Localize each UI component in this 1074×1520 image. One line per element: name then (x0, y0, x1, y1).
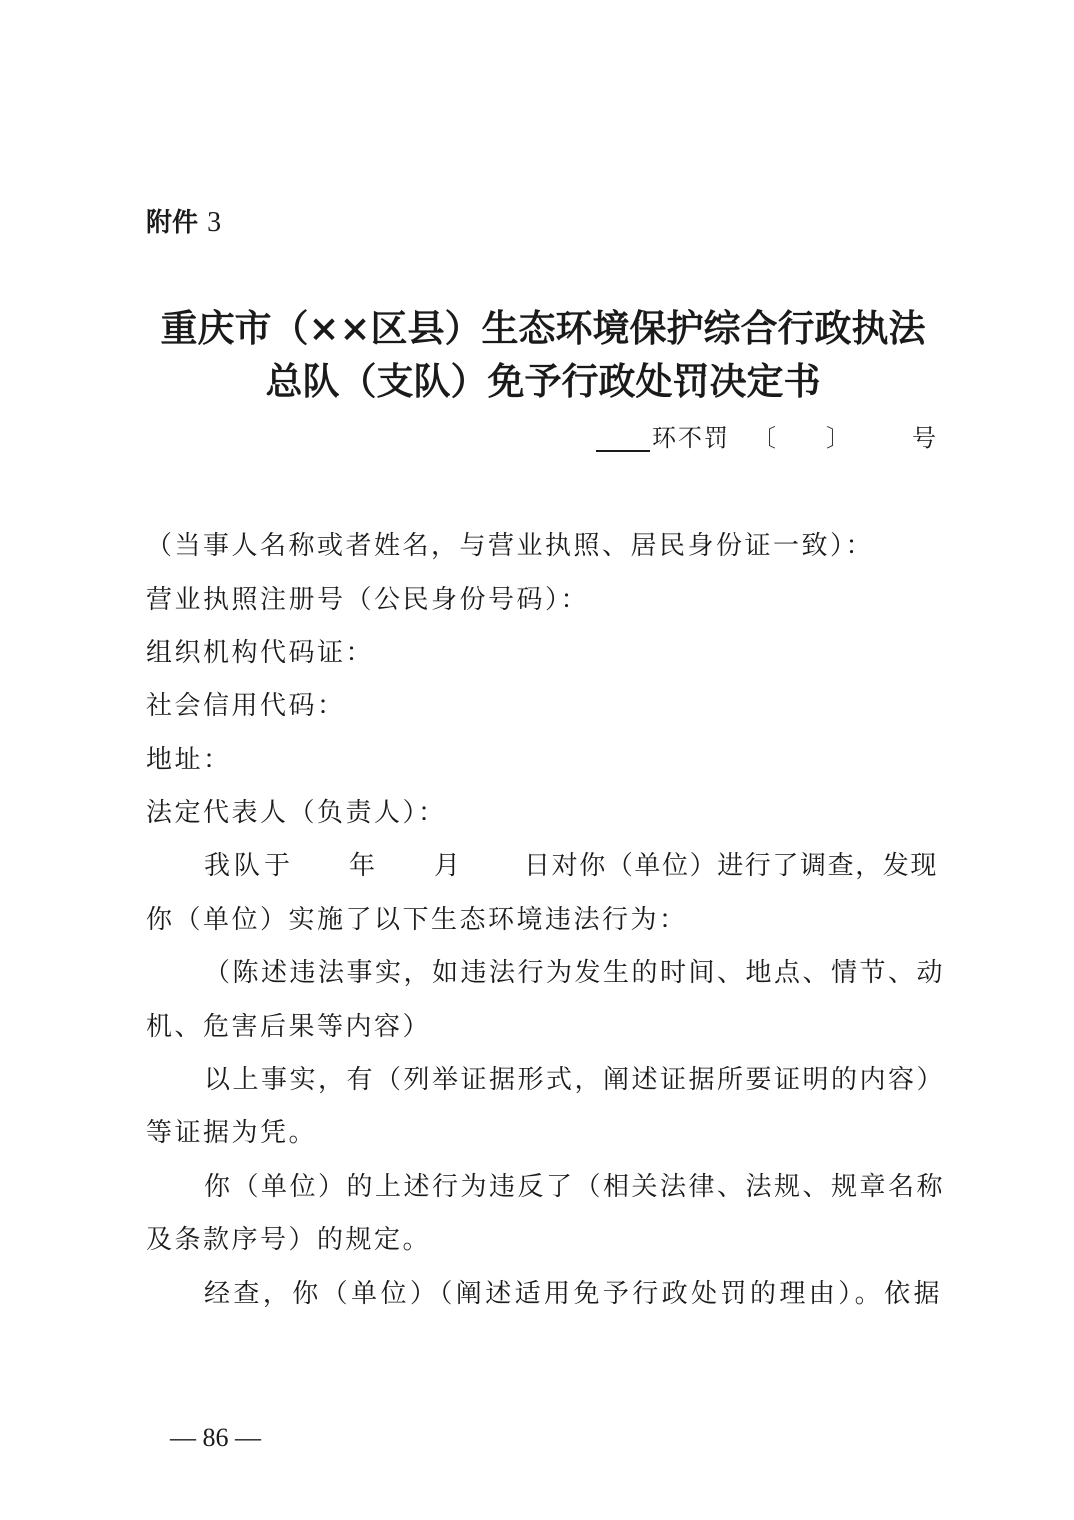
paragraph-2-line-1: （陈述违法事实，如违法行为发生的时间、地点、情节、动 (204, 958, 946, 988)
investigation-month: 月 (434, 851, 461, 881)
page-number: — 86 — (170, 1423, 261, 1452)
paragraph-3-line-2: 等证据为凭。 (146, 1118, 318, 1148)
org-code-field: 组织机构代码证： (146, 638, 375, 668)
document-title-line-1: 重庆市（××区县）生态环境保护综合行政执法 (160, 306, 926, 350)
paragraph-3-line-1: 以上事实，有（列举证据形式，阐述证据所要证明的内容） (204, 1065, 946, 1095)
party-name-field: （当事人名称或者姓名，与营业执照、居民身份证一致）： (146, 531, 875, 561)
investigation-date-line (204, 846, 942, 886)
license-number-field: 营业执照注册号（公民身份号码）： (146, 585, 590, 615)
document-number-suffix: 号 (912, 424, 936, 452)
document-number-blank (596, 450, 650, 452)
investigation-day-text: 日对你（单位）进行了调查，发现 (524, 851, 939, 881)
attachment-label-text: 附件 (146, 208, 199, 238)
document-number (596, 420, 940, 456)
paragraph-1-line-2: 你（单位）实施了以下生态环境违法行为： (146, 905, 688, 935)
credit-code-field: 社会信用代码： (146, 691, 346, 721)
document-number-prefix: 环不罚 (652, 424, 730, 452)
attachment-number: 3 (207, 207, 222, 238)
attachment-label (146, 203, 221, 243)
address-field: 地址： (146, 745, 232, 775)
investigation-date-intro: 我队于 (204, 851, 295, 881)
document-number-open-bracket: 〔 (752, 424, 776, 452)
legal-representative-field: 法定代表人（负责人）： (146, 798, 447, 828)
paragraph-4-line-2: 及条款序号）的规定。 (146, 1225, 432, 1255)
document-number-close-bracket: 〕 (826, 424, 850, 452)
paragraph-4-line-1: 你（单位）的上述行为违反了（相关法律、法规、规章名称 (204, 1172, 946, 1202)
paragraph-5-line-1: 经查，你（单位）（阐述适用免予行政处罚的理由）。依据 (204, 1279, 942, 1309)
paragraph-2-line-2: 机、危害后果等内容） (146, 1012, 432, 1042)
investigation-year: 年 (349, 851, 376, 881)
document-title-line-2: 总队（支队）免予行政处罚决定书 (265, 359, 821, 403)
